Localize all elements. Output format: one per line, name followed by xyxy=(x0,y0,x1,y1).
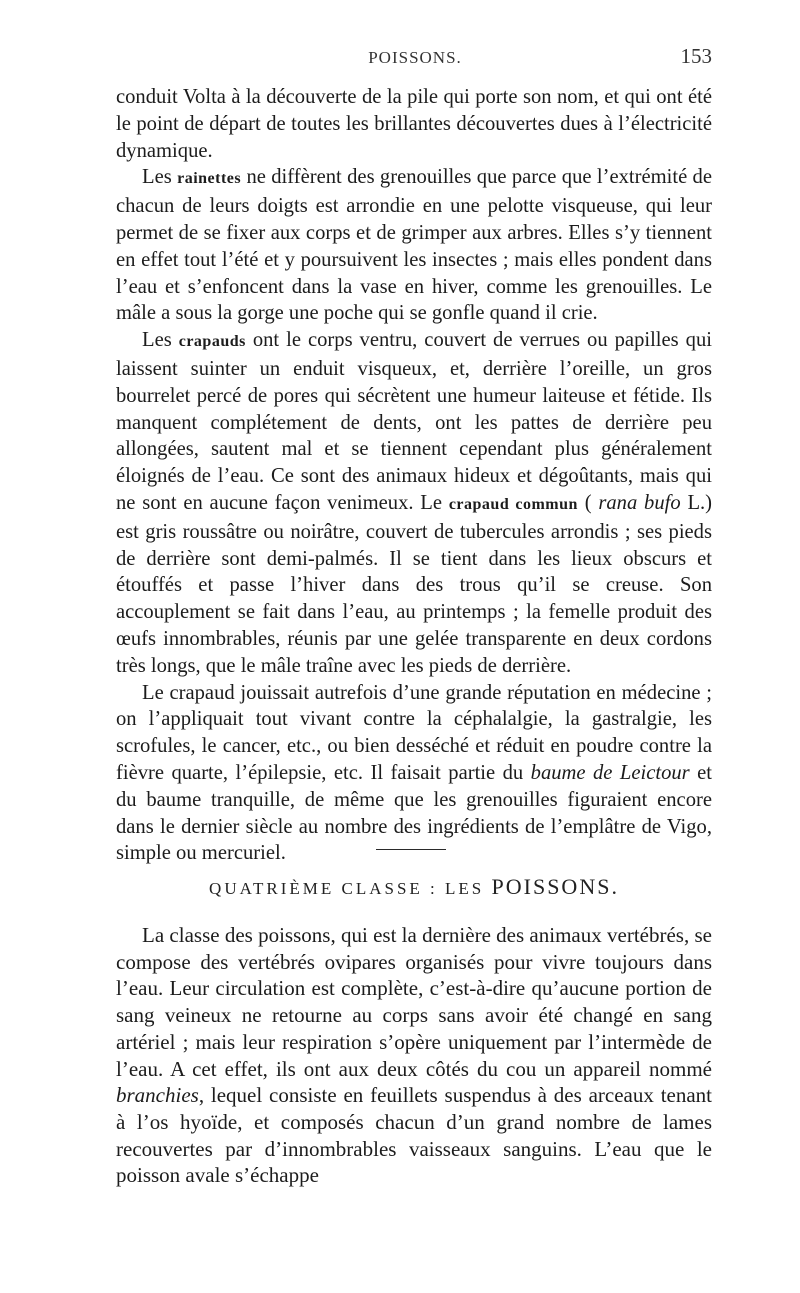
section-heading-title: POISSONS. xyxy=(491,874,619,899)
term-branchies: branchies xyxy=(116,1083,199,1108)
paragraph-text: L.) est gris roussâtre ou noirâtre, couvert de tubercules arrondis ; ses pieds de derrière sont demi-palmés. Il se tient dans les lieux obscurs et étouffés et passe l’hiver dans des trous qu’il se creuse. Son accouplement se fait dans l’eau, au printemps ; la femelle produit des œufs innombrables, réunis par une gelée transparente en deux cordons très longs, que le mâle traîne avec les pieds de derrière. xyxy=(116,491,713,677)
term-crapauds: crapauds xyxy=(178,333,246,351)
paragraph-text: conduit Volta à la découverte de la pile qui porte son nom, et qui ont été le point de départ de toutes les brillantes découvertes dues à l’électricité dynamique. xyxy=(116,86,712,162)
page-number: 153 xyxy=(680,44,712,68)
remedy-name: baume de Leictour xyxy=(530,761,690,784)
section-divider xyxy=(376,849,446,850)
paragraph-text: Le crapaud jouissait autrefois d’une grande réputation en médecine ; on l’appliquait tout vivant contre la céphalalgie, la gastralgie, les scrofules, le cancer, etc., ou bien desséché et réduit en poudre contre la fièvre quarte, l’épilepsie, etc. Il faisait partie du xyxy=(116,681,712,784)
section-heading xyxy=(116,874,712,900)
paragraph-text: ( xyxy=(577,491,599,514)
running-head: POISSONS. xyxy=(368,48,462,67)
paragraph-text: ne diffèrent des grenouilles que parce que l’extrémité de chacun de leurs doigts est arrondie en une pelotte visqueuse, qui leur permet de se fixer aux corps et de grimper aux arbres. Elles s’y tiennent en effet tout l’été et y poursuivent les insectes ; mais elles pondent dans l’eau et s’enfoncent dans la vase en hiver, comme les grenouilles. Le mâle a sous la gorge une poche qui se gonfle quand il crie. xyxy=(116,166,712,325)
paragraph-text: , lequel consiste en feuillets suspendus à des arceaux tenant à l’os hyoïde, et composés chacun d’un grand nombre de lames recouvertes par d’innombrables vaisseaux sanguins. L’eau que le poisson avale s’échappe xyxy=(116,1083,712,1188)
body-text-amphibians xyxy=(116,84,712,867)
body-text-poissons xyxy=(116,922,712,1189)
paragraph-text: et du baume tranquille, de même que les grenouilles figuraient encore dans le dernier siècle au nombre des ingrédients de l’emplâtre de Vigo, simple ou mercuriel. xyxy=(116,761,712,865)
page-header xyxy=(118,44,712,78)
paragraph-rainettes xyxy=(116,164,712,327)
paragraph-text: Les xyxy=(142,166,178,189)
paragraph-text: La classe des poissons, qui est la dernière des animaux vertébrés, se compose des vertébrés ovipares organisés pour vivre toujours dans l’eau. Leur circulation est complète, c’est-à-dire qu’aucune portion de sang veineux ne retourne au corps sans avoir été changé en sang artériel ; mais leur respiration s’opère uniquement par l’intermède de l’eau. A cet effet, ils ont aux deux côtés du cou un appareil nommé xyxy=(116,923,712,1081)
paragraph-classe-poissons xyxy=(116,922,712,1189)
paragraph-volta-continuation xyxy=(116,84,712,164)
term-rainettes: rainettes xyxy=(177,170,242,188)
latin-name: rana bufo xyxy=(598,491,681,514)
paragraph-text: Les xyxy=(142,329,179,352)
paragraph-text: ont le corps ventru, couvert de verrues ou papilles qui laissent suinter un enduit visqueux, et, derrière l’oreille, un gros bourrelet percé de pores qui sécrètent une humeur laiteuse et fétide. Ils manquent complétement de dents, ont les pattes de derrière peu allongées, sautent mal et se tiennent cependant plus généralement éloignés de l’eau. Ce sont des animaux hideux et dégoûtants, mais qui ne sont en aucune façon venimeux. Le xyxy=(116,329,712,514)
term-crapaud-commun: crapaud commun xyxy=(448,495,578,513)
paragraph-medecine xyxy=(116,680,712,868)
section-heading-label: QUATRIÈME CLASSE : LES xyxy=(209,879,492,898)
paragraph-crapauds xyxy=(116,327,712,679)
